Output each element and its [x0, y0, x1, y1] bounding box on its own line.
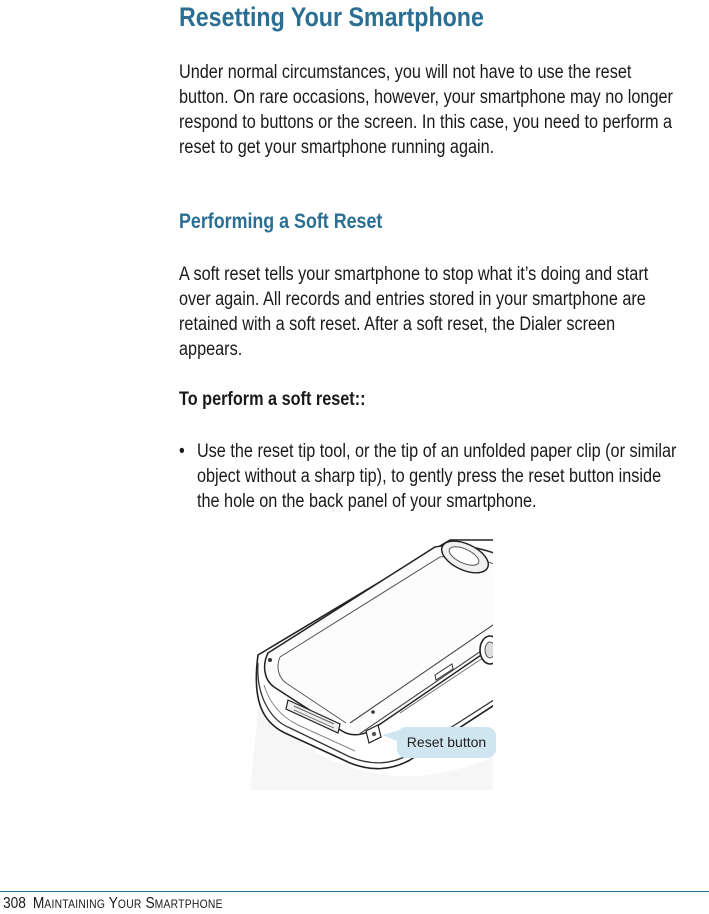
page-title: Resetting Your Smartphone [179, 2, 484, 32]
bullet-item [179, 439, 684, 514]
chapter-initial-2: Y [108, 895, 118, 912]
page-footer [3, 895, 223, 913]
procedure-heading: To perform a soft reset:: [179, 389, 366, 410]
bullet-text: Use the reset tip tool, or the tip of an unfolded paper clip (or similar object without a sharp tip), to gently press the reset button inside the hole on the back panel of your smartphone. [196, 441, 677, 512]
footer-divider [0, 891, 709, 892]
chapter-initial-3: S [145, 895, 155, 912]
section-heading: Performing a Soft Reset [179, 210, 383, 233]
chapter-rest-1: AINTAINING [44, 897, 106, 911]
reset-button-callout: Reset button [397, 727, 496, 758]
intro-paragraph: Under normal circumstances, you will not have to use the reset button. On rare occasions, however, your smartphone may no longer respond to buttons or the screen. In this case, you need to perform a reset to get your smartphone running again. [179, 62, 673, 158]
section-body-paragraph: A soft reset tells your smartphone to stop what it’s doing and start over again. All records and entries stored in your smartphone are retained with a soft reset. After a soft reset, the Dialer screen appears. [179, 264, 649, 360]
chapter-initial-1: M [32, 895, 45, 912]
chapter-rest-2: OUR [117, 897, 142, 911]
bullet-marker: • [179, 441, 185, 462]
page-number: 308 [3, 895, 26, 912]
chapter-rest-3: MARTPHONE [154, 897, 223, 911]
